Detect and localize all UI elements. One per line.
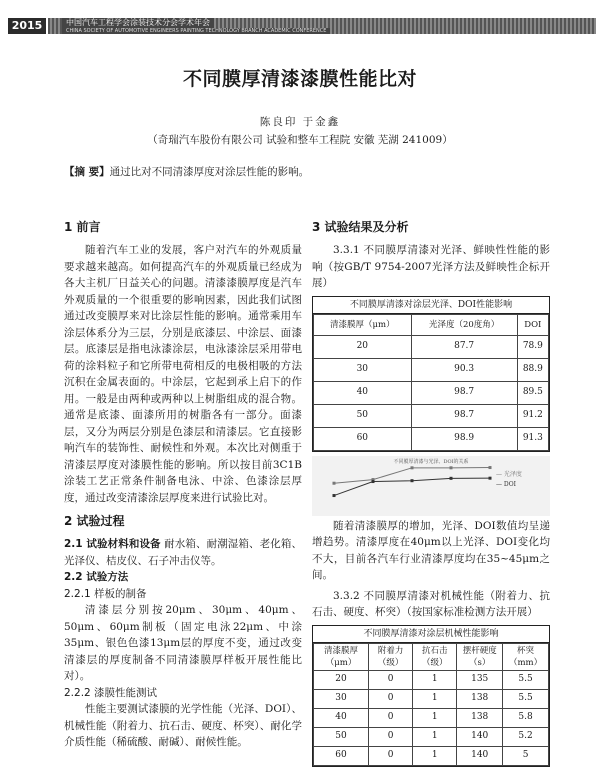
table-row xyxy=(314,670,549,689)
table-row xyxy=(314,689,549,708)
table-cell: 5.2 xyxy=(503,727,549,746)
table-row xyxy=(314,427,549,450)
abstract-label: 【摘 要】 xyxy=(64,166,110,178)
table-cell: 89.5 xyxy=(517,381,548,404)
section-2-2-1-text: 清漆层分别按20μm、30μm、40μm、50μm、60μm制板（固定电泳22μm、中涂35μm、银色色漆13μm层的厚度不变，通过改变清漆层的厚度制备不同清漆膜厚样板开展性能比对）。 xyxy=(64,604,302,682)
table-header-cell: 清漆膜厚（μm） xyxy=(314,314,412,335)
data-point xyxy=(411,479,414,482)
table-header-cell: 抗石击（级） xyxy=(413,643,457,670)
data-point xyxy=(489,476,492,479)
section-1-heading: 1 前言 xyxy=(64,220,101,234)
conference-title-en: CHINA SOCIETY OF AUTOMOTIVE ENGINEERS PAINTING TECHNOLOGY BRANCH ACADEMIC CONFERENCE xyxy=(62,28,330,34)
year-badge: 2015 xyxy=(8,18,46,34)
table-header-cell: DOI xyxy=(517,314,548,335)
table-cell: 90.3 xyxy=(411,358,517,381)
table-cell: 0 xyxy=(369,746,413,765)
table-cell: 98.7 xyxy=(411,381,517,404)
section-2-2-heading: 2.2 试验方法 xyxy=(64,571,129,583)
conference-title: 中国汽车工程学会涂装技术分会学术年会 xyxy=(62,18,214,28)
table-cell: 1 xyxy=(413,670,457,689)
section-2-1-label: 2.1 试验材料和设备 xyxy=(64,538,161,550)
table-cell: 0 xyxy=(369,689,413,708)
section-2-heading: 2 试验过程 xyxy=(64,514,125,528)
section-3-3-2-text: 3.3.2 不同膜厚清漆对机械性能（附着力、抗石击、硬度、杯突）（按国家标准检测方法开展） xyxy=(312,589,550,618)
table-cell: 87.7 xyxy=(411,335,517,358)
section-2-2-2-heading: 2.2.2 漆膜性能测试 xyxy=(64,686,158,699)
table-cell: 135 xyxy=(457,670,503,689)
table-header-cell: 清漆膜厚（μm） xyxy=(314,643,369,670)
table-header-cell: 杯突（mm） xyxy=(503,643,549,670)
table-mechanical xyxy=(312,625,550,767)
table-cell: 50 xyxy=(314,404,412,427)
table-header-cell: 摆杆硬度（s） xyxy=(457,643,503,670)
table-header-row xyxy=(314,314,549,335)
data-point xyxy=(333,494,336,497)
table-cell: 0 xyxy=(369,670,413,689)
table-cell: 5.5 xyxy=(503,670,549,689)
header-bar xyxy=(0,0,600,36)
table-cell: 88.9 xyxy=(517,358,548,381)
table-cell: 30 xyxy=(314,358,412,381)
table-cell: 20 xyxy=(314,335,412,358)
table-cell: 91.2 xyxy=(517,404,548,427)
chart-figure xyxy=(312,456,550,516)
abstract xyxy=(64,164,309,179)
data-point xyxy=(372,480,375,483)
table-row xyxy=(314,404,549,427)
after-chart-text: 随着清漆膜厚的增加，光泽、DOI数值均呈递增趋势。清漆厚度在40μm以上光泽、DOI变化均不大，目前各汽车行业清漆厚度均在35~45μm之间。 xyxy=(312,519,550,581)
line-chart xyxy=(312,456,550,516)
chart-title: 不同膜厚清漆与光泽、DOI的关系 xyxy=(393,458,469,465)
table-cell: 98.7 xyxy=(411,404,517,427)
section-3-3-1-text: 3.3.1 不同膜厚清漆对光泽、鲜映性性能的影响（按GB/T 9754-2007光泽方法及鲜映性企标开展） xyxy=(312,244,550,289)
table-gloss-doi xyxy=(312,296,550,452)
abstract-text: 通过比对不同清漆厚度对涂层性能的影响。 xyxy=(109,166,310,178)
table-cell: 1 xyxy=(413,727,457,746)
table-cell: 60 xyxy=(314,746,369,765)
section-3-heading: 3 试验结果及分析 xyxy=(312,220,409,234)
table-row xyxy=(314,381,549,404)
data-point xyxy=(333,481,336,484)
table-row xyxy=(314,746,549,765)
table-header-row xyxy=(314,643,549,670)
table-cell: 0 xyxy=(369,708,413,727)
section-2-1-text: 耐水箱、耐潮湿箱、老化箱、光泽仪、桔皮仪、石子冲击仪等。 xyxy=(64,538,302,567)
authors: 陈良印 于金鑫 xyxy=(259,116,341,128)
section-2-2-1-heading: 2.2.1 样板的制备 xyxy=(64,587,147,600)
left-column xyxy=(64,218,302,751)
section-2-2-2-text: 性能主要测试漆膜的光学性能（光泽、DOI）、机械性能（附着力、抗石击、硬度、杯突）、耐化学介质性能（稀硫酸、耐碱）、耐候性能。 xyxy=(64,703,302,748)
table-cell: 140 xyxy=(457,746,503,765)
table-cell: 1 xyxy=(413,746,457,765)
data-point xyxy=(450,466,453,469)
table-cell: 138 xyxy=(457,689,503,708)
table-row xyxy=(314,708,549,727)
table-cell: 40 xyxy=(314,708,369,727)
table-cell: 5 xyxy=(503,746,549,765)
table-cell: 1 xyxy=(413,708,457,727)
table-row xyxy=(314,727,549,746)
table-cell: 0 xyxy=(369,727,413,746)
table-header-cell: 光泽度（20度角） xyxy=(411,314,517,335)
data-point xyxy=(450,476,453,479)
legend-entry: — 光泽度 xyxy=(496,470,522,478)
table-cell: 50 xyxy=(314,727,369,746)
table-cell: 40 xyxy=(314,381,412,404)
table-cell: 5.8 xyxy=(503,708,549,727)
affiliation: （奇瑞汽车股份有限公司 试验和整车工程院 安徽 芜湖 241009） xyxy=(147,134,453,146)
table-cell: 140 xyxy=(457,727,503,746)
table-row xyxy=(314,358,549,381)
table-cell: 30 xyxy=(314,689,369,708)
table-2-title: 不同膜厚清漆对涂层机械性能影响 xyxy=(313,626,549,643)
right-column xyxy=(312,218,550,767)
table-cell: 1 xyxy=(413,689,457,708)
table-cell: 138 xyxy=(457,708,503,727)
table-cell: 5.5 xyxy=(503,689,549,708)
table-cell: 20 xyxy=(314,670,369,689)
table-cell: 60 xyxy=(314,427,412,450)
table-cell: 98.9 xyxy=(411,427,517,450)
table-2 xyxy=(313,643,549,766)
data-point xyxy=(411,466,414,469)
table-row xyxy=(314,335,549,358)
table-header-cell: 附着力（级） xyxy=(369,643,413,670)
legend-entry: — DOI xyxy=(496,480,517,488)
table-1-title: 不同膜厚清漆对涂层光泽、DOI性能影响 xyxy=(313,297,549,314)
table-cell: 91.3 xyxy=(517,427,548,450)
table-1 xyxy=(313,314,549,451)
table-cell: 78.9 xyxy=(517,335,548,358)
page-title: 不同膜厚清漆漆膜性能比对 xyxy=(182,68,417,90)
section-2-1 xyxy=(64,536,302,569)
data-point xyxy=(489,466,492,469)
section-1-paragraph: 随着汽车工业的发展，客户对汽车的外观质量要求越来越高。如何提高汽车的外观质量已经成为各大主机厂日益关心的问题。清漆漆膜厚度是汽车外观质量的一个很重要的影响因素，因此我们试图通过改变膜厚来对比涂层性能的影响。通常乘用车涂层体系分为三层，分别是底漆层、中涂层、面漆层。底漆层是指电泳漆涂层，电泳漆涂层采用带电荷的涂料粒子和它所带电荷相反的电极相吸的方法沉积在金属表面的。中涂层，它起到承上启下的作用。一般是由两种或两种以上树脂组成的混合物。通常是底漆、面漆所用的树脂各有一部分。面漆层，又分为两层分别是色漆层和清漆层。它直接影响汽车的装饰性、耐候性和外观。本次比对侧重于清漆层厚度对漆膜性能的影响。所以按目前3C1B涂装工艺正常条件制备电泳、中涂、色漆涂层厚度，通过改变清漆涂层厚度来进行试验比对。 xyxy=(64,244,302,504)
